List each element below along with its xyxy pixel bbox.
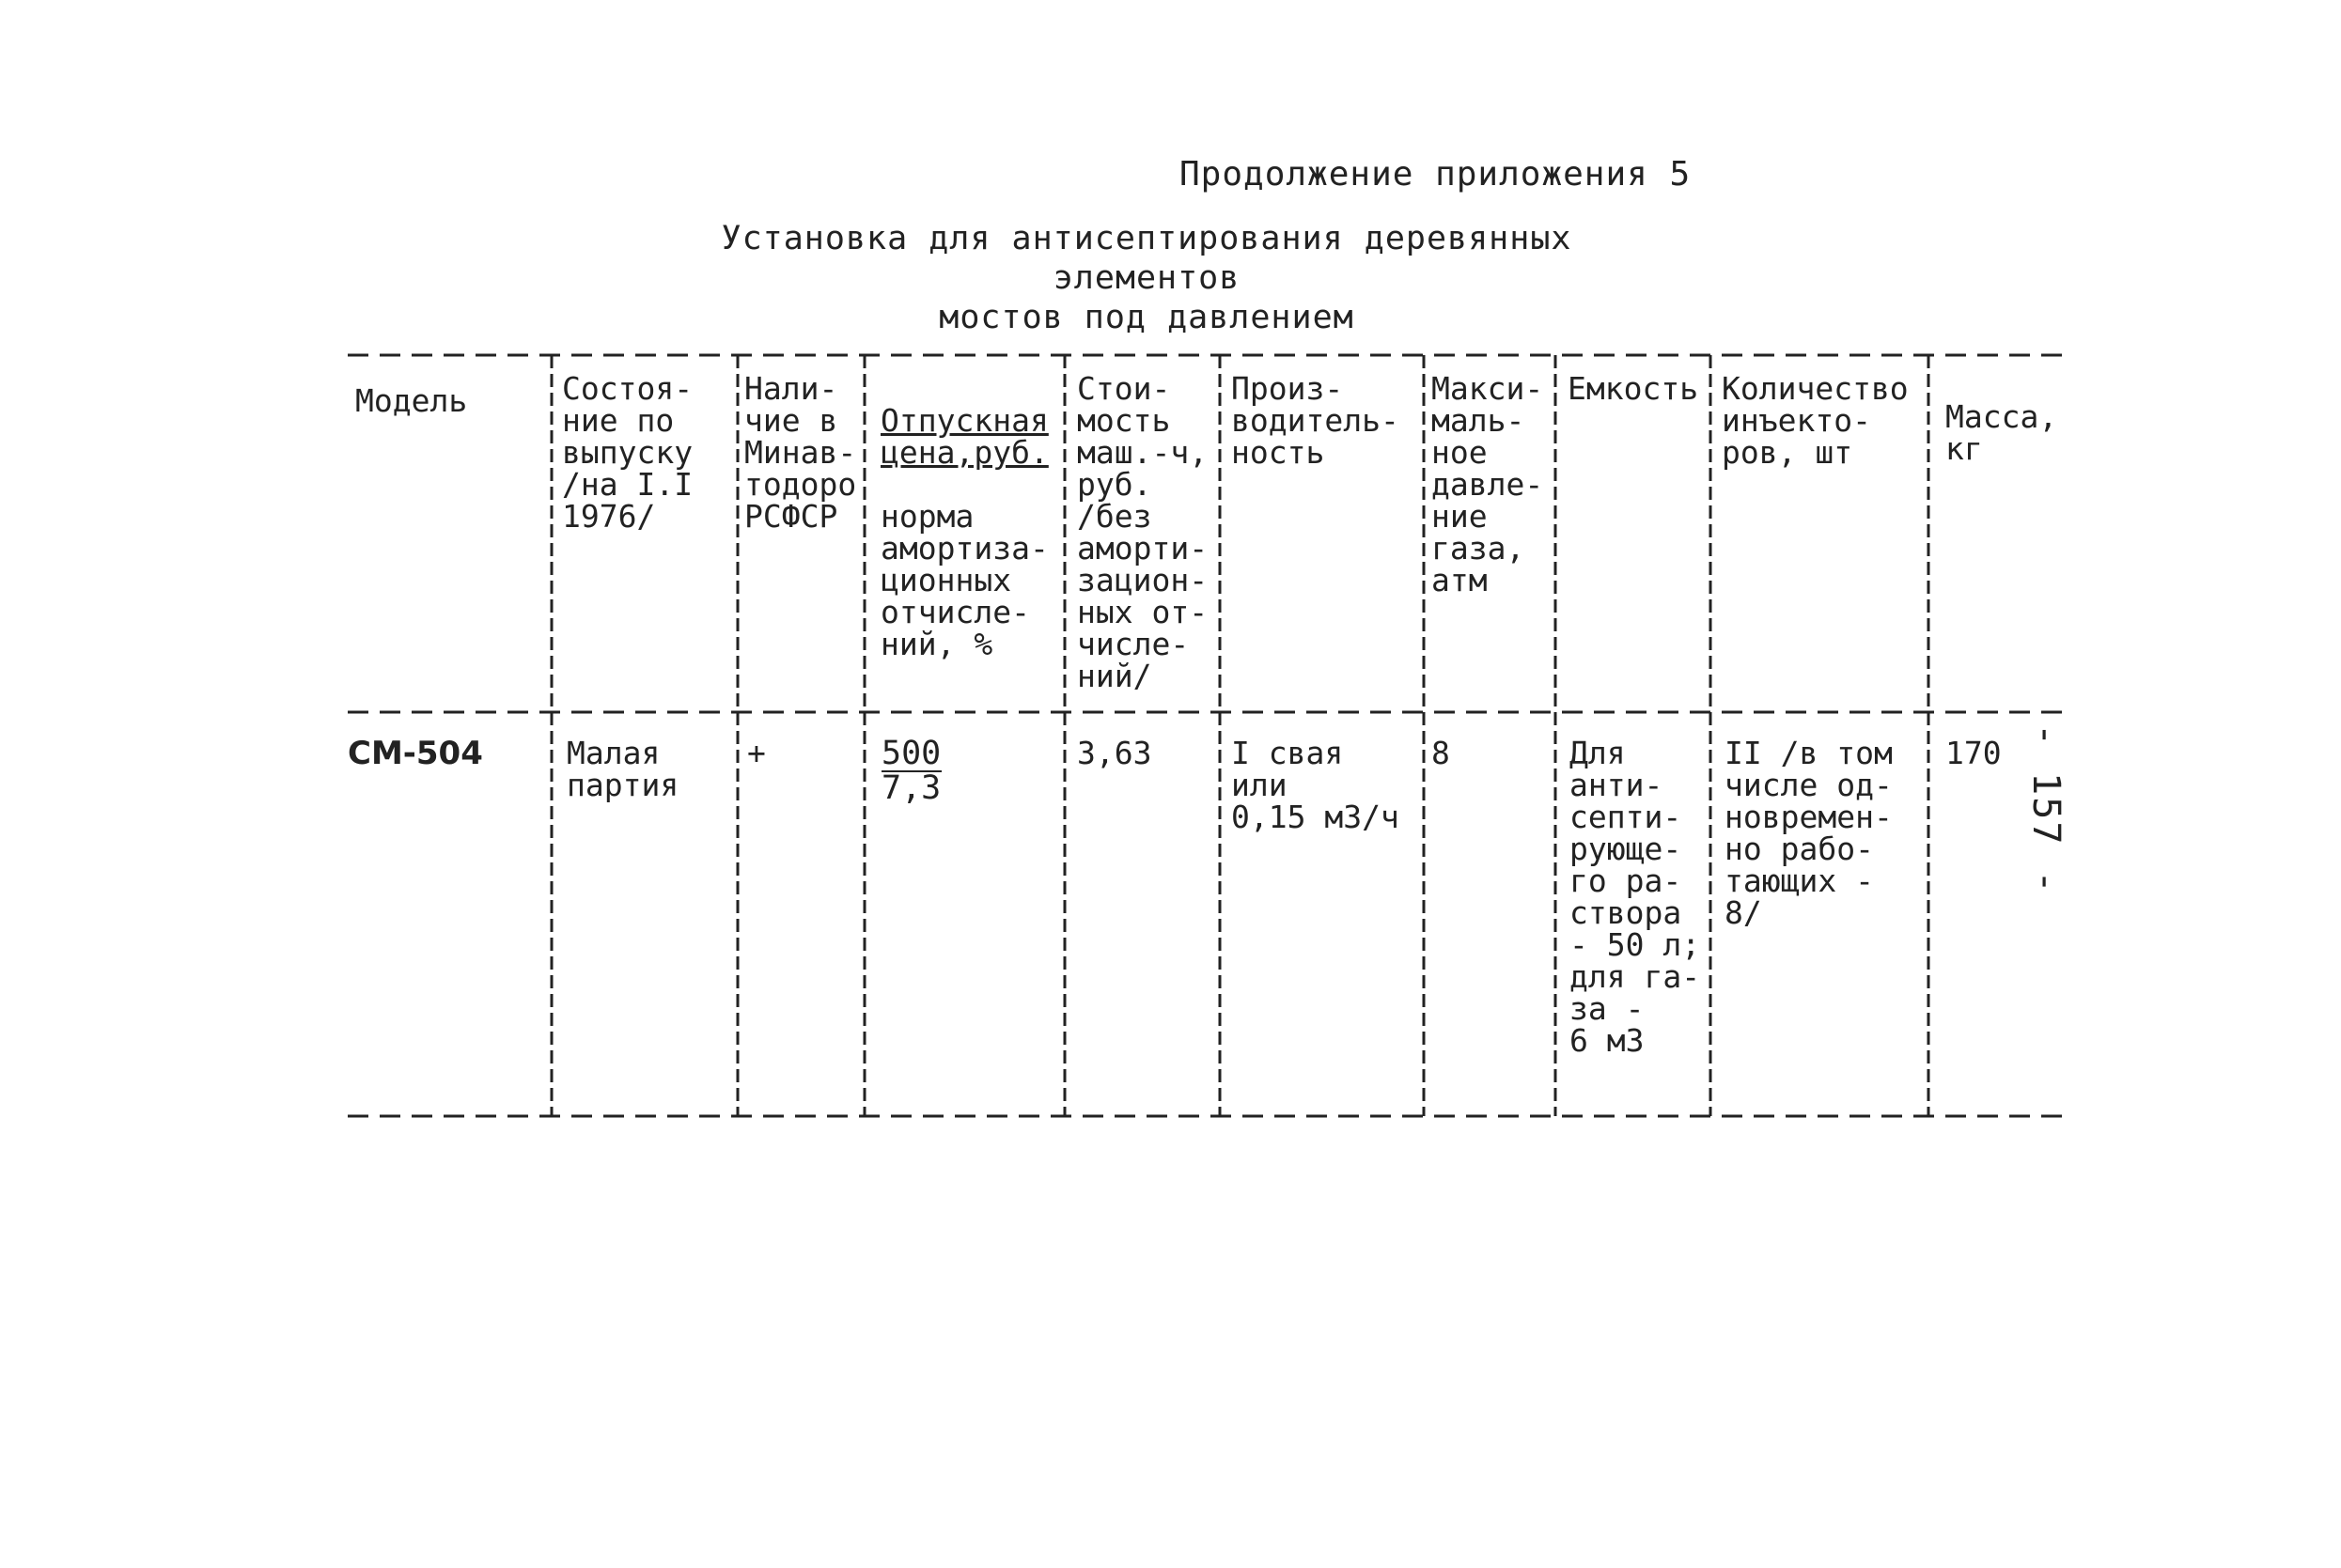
header-pressure: Макси- маль- ное давле- ние газа, атм <box>1431 370 1544 598</box>
equipment-table <box>348 352 2068 1123</box>
cell-pressure: 8 <box>1431 735 1450 771</box>
cell-price-fraction <box>882 737 942 805</box>
page-number: - 157 - <box>2024 723 2068 895</box>
table-title: Установка для антисептирования деревянных элементов мостов под давлением <box>721 220 1572 336</box>
header-capacity: Емкость <box>1568 370 1699 407</box>
appendix-continuation-label: Продолжение приложения 5 <box>1179 155 1692 194</box>
cell-productivity: I свая или 0,15 м3/ч <box>1231 735 1399 835</box>
cell-price-numerator: 500 <box>882 735 942 772</box>
cell-capacity: Для анти- септи- рующе- го ра- створа - 50 л; для га- за - 6 м3 <box>1569 735 1701 1059</box>
header-price-top: Отпускная цена,руб. <box>881 402 1049 471</box>
cell-injectors: II /в том числе од- новремен- но рабо- тающих - 8/ <box>1725 735 1893 931</box>
header-mass: Масса, кг <box>1945 398 2058 467</box>
header-state: Состоя- ние по выпуску /на I.I 1976/ <box>562 370 694 535</box>
header-price <box>881 373 1049 692</box>
cell-state: Малая партия <box>567 735 679 803</box>
header-availability: Нали- чие в Минав- тодоро РСФСР <box>744 370 857 535</box>
header-cost: Стои- мость маш.-ч, руб. /без аморти- зацион- ных от- числе- ний/ <box>1077 370 1209 694</box>
header-productivity: Произ- водитель- ность <box>1231 370 1399 471</box>
header-model: Модель <box>355 382 468 419</box>
cell-mass: 170 <box>1945 735 2002 771</box>
cell-cost: 3,63 <box>1077 735 1152 771</box>
header-price-bottom: норма амортиза- ционных отчисле- ний, % <box>881 498 1049 662</box>
cell-price-denominator: 7,3 <box>882 769 942 807</box>
header-injectors: Количество инъекто- ров, шт <box>1722 370 1909 471</box>
cell-model: СМ-504 <box>348 735 483 772</box>
cell-availability: + <box>747 735 766 771</box>
